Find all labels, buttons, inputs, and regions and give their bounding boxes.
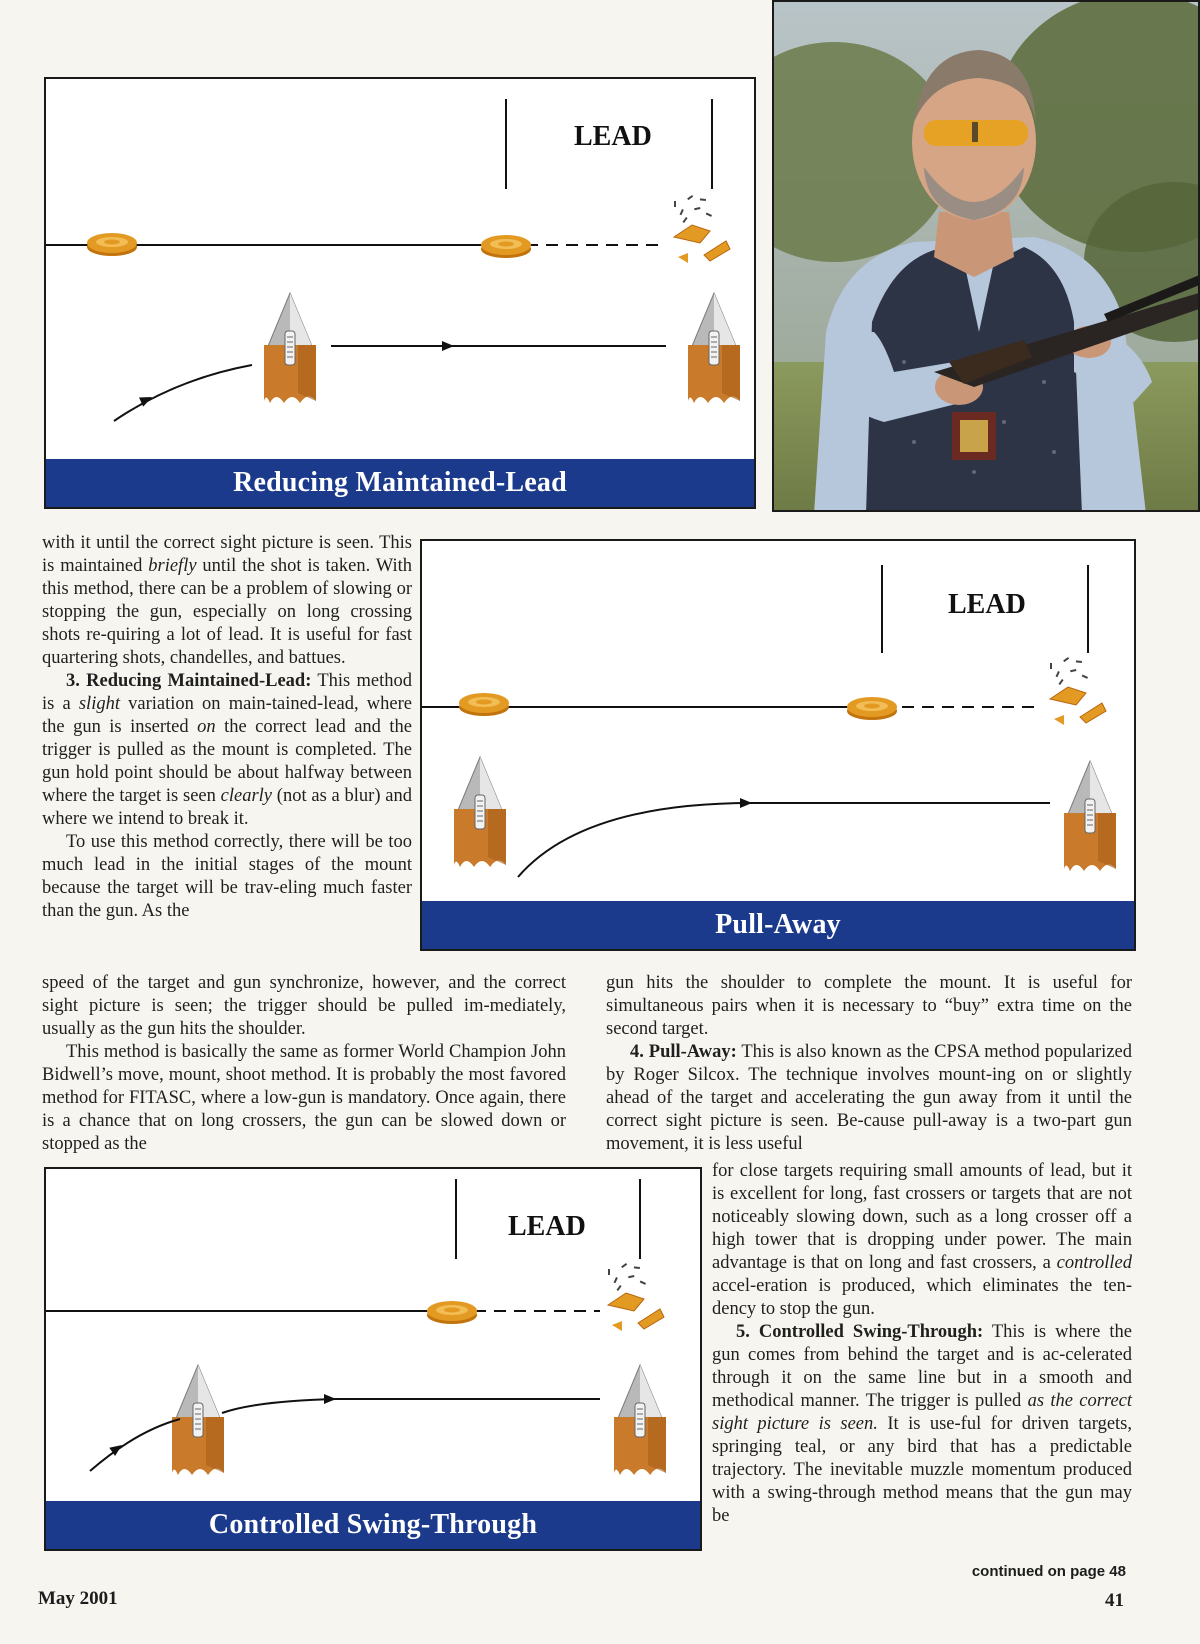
- diagram-pull-away: [422, 541, 1136, 905]
- paragraph: [712, 1321, 1132, 1528]
- text-run: the correct lead and the trigger is pulled as the mount is completed. The gun hold point should be about halfway between where the target is seen: [42, 717, 412, 806]
- figure-controlled-swing-through: [44, 1167, 702, 1551]
- lead-label: LEAD: [948, 589, 1026, 620]
- broken-target-icon: [674, 195, 730, 263]
- text-run: This is also known as the CPSA method popularized by Roger Silcox. The technique involves mount-ing on or slightly ahead of the target and accelerating the gun away from it until the correct sight picture is seen. Be-cause pull-away is a two-part gun movement, it is less useful: [606, 1042, 1132, 1154]
- text-emphasis: slight: [78, 694, 120, 714]
- paragraph: [606, 1041, 1132, 1156]
- arrowhead: [324, 1394, 336, 1404]
- text-emphasis: controlled: [1056, 1253, 1132, 1273]
- shotgun-muzzle-icon: [614, 1365, 666, 1475]
- paragraph: [42, 670, 412, 831]
- section-heading: 4. Pull-Away:: [630, 1042, 737, 1062]
- lead-label: LEAD: [508, 1211, 586, 1242]
- page-number: 41: [1105, 1590, 1124, 1611]
- shotgun-muzzle-icon: [1064, 761, 1116, 871]
- text-emphasis: as the correct sight picture is seen.: [712, 1391, 1133, 1434]
- paragraph: [712, 1160, 1132, 1321]
- clay-target-icon: [459, 693, 509, 716]
- text-left-column-top: [42, 532, 412, 923]
- arrowhead: [442, 341, 454, 351]
- gun-path-line: [518, 803, 1050, 877]
- shotgun-muzzle-icon: [688, 293, 740, 403]
- text-right-column-mid: [606, 972, 1132, 1156]
- paragraph: [42, 532, 412, 670]
- figure-caption: Pull-Away: [422, 901, 1134, 949]
- lead-label: LEAD: [574, 121, 652, 152]
- figure-caption: Controlled Swing-Through: [46, 1501, 700, 1549]
- arrowhead: [740, 798, 752, 808]
- paragraph: speed of the target and gun synchronize, however, and the correct sight picture is seen; the trigger should be pulled im-mediately, usually as the gun hits the shoulder.: [42, 973, 566, 1039]
- text-emphasis: clearly: [220, 786, 273, 806]
- footer-date: May 2001: [38, 1588, 118, 1609]
- text-right-column-low: [712, 1160, 1132, 1528]
- text-run: until the shot is taken. With this method, there can be a problem of slowing or stopping the gun, especially on long crossing shots re-quiring a lot of lead. It is useful for fast quartering shots, chandelles, and battues.: [42, 556, 412, 668]
- clay-target-icon: [427, 1301, 477, 1324]
- gun-path-line: [222, 1399, 600, 1413]
- shotgun-muzzle-icon: [454, 757, 506, 867]
- text-emphasis: briefly: [148, 556, 197, 576]
- shooter-photo: [772, 0, 1200, 512]
- text-run: It is use-ful for driven targets, springing teal, or any bird that has a predictable trajectory. The inevitable muzzle momentum produced with a swing-through method means that the gun may be: [712, 1414, 1132, 1526]
- figure-reducing-maintained-lead: [44, 77, 756, 509]
- paragraph: To use this method correctly, there will be too much lead in the initial stages of the mount because the target will be trav-eling much faster than the gun. As the: [42, 832, 412, 921]
- text-run: (not as a blur) and where we intend to break it.: [42, 786, 412, 829]
- swing-path: [114, 365, 252, 421]
- swing-path: [90, 1419, 180, 1471]
- paragraph: gun hits the shoulder to complete the mount. It is useful for simultaneous pairs when it is necessary to “buy” extra time on the second target.: [606, 973, 1132, 1039]
- diagram-controlled-swing-through: [46, 1169, 702, 1505]
- paragraph: This method is basically the same as former World Champion John Bidwell’s move, mount, shoot method. It is probably the most favored method for FITASC, where a low-gun is mandatory. Once again, there is a chance that on long crossers, the gun can be slowed down or stopped as the: [42, 1042, 566, 1154]
- clay-target-icon: [87, 233, 137, 256]
- text-run: variation on main-tained-lead, where the gun is inserted: [42, 694, 412, 737]
- text-emphasis: on: [197, 717, 216, 737]
- section-heading: 3. Reducing Maintained-Lead:: [66, 671, 312, 691]
- text-run: This method is a: [42, 671, 412, 714]
- continued-note: continued on page 48: [971, 1563, 1126, 1580]
- text-run: This is where the gun comes from behind the target and is ac-celerated through it on the same line but in a smooth and methodical manner. The trigger is pulled: [712, 1322, 1132, 1411]
- text-run: for close targets requiring small amounts of lead, but it is excellent for long, fast crossers or targets that are not noticeably slowing down, such as a long crosser off a high tower that is dropping under power. The main advantage is that on long and fast crossers, a: [712, 1161, 1132, 1273]
- text-left-column-mid: [42, 972, 566, 1156]
- figure-pull-away: [420, 539, 1136, 951]
- clay-target-icon: [481, 235, 531, 258]
- text-run: with it until the correct sight picture is seen. This is maintained: [42, 533, 412, 576]
- figure-caption: Reducing Maintained-Lead: [46, 459, 754, 507]
- section-heading: 5. Controlled Swing-Through:: [736, 1322, 984, 1342]
- clay-target-icon: [847, 697, 897, 720]
- broken-target-icon: [1050, 657, 1106, 725]
- text-run: accel-eration is produced, which eliminates the ten-dency to stop the gun.: [712, 1276, 1132, 1319]
- broken-target-icon: [608, 1263, 664, 1331]
- shotgun-muzzle-icon: [264, 293, 316, 403]
